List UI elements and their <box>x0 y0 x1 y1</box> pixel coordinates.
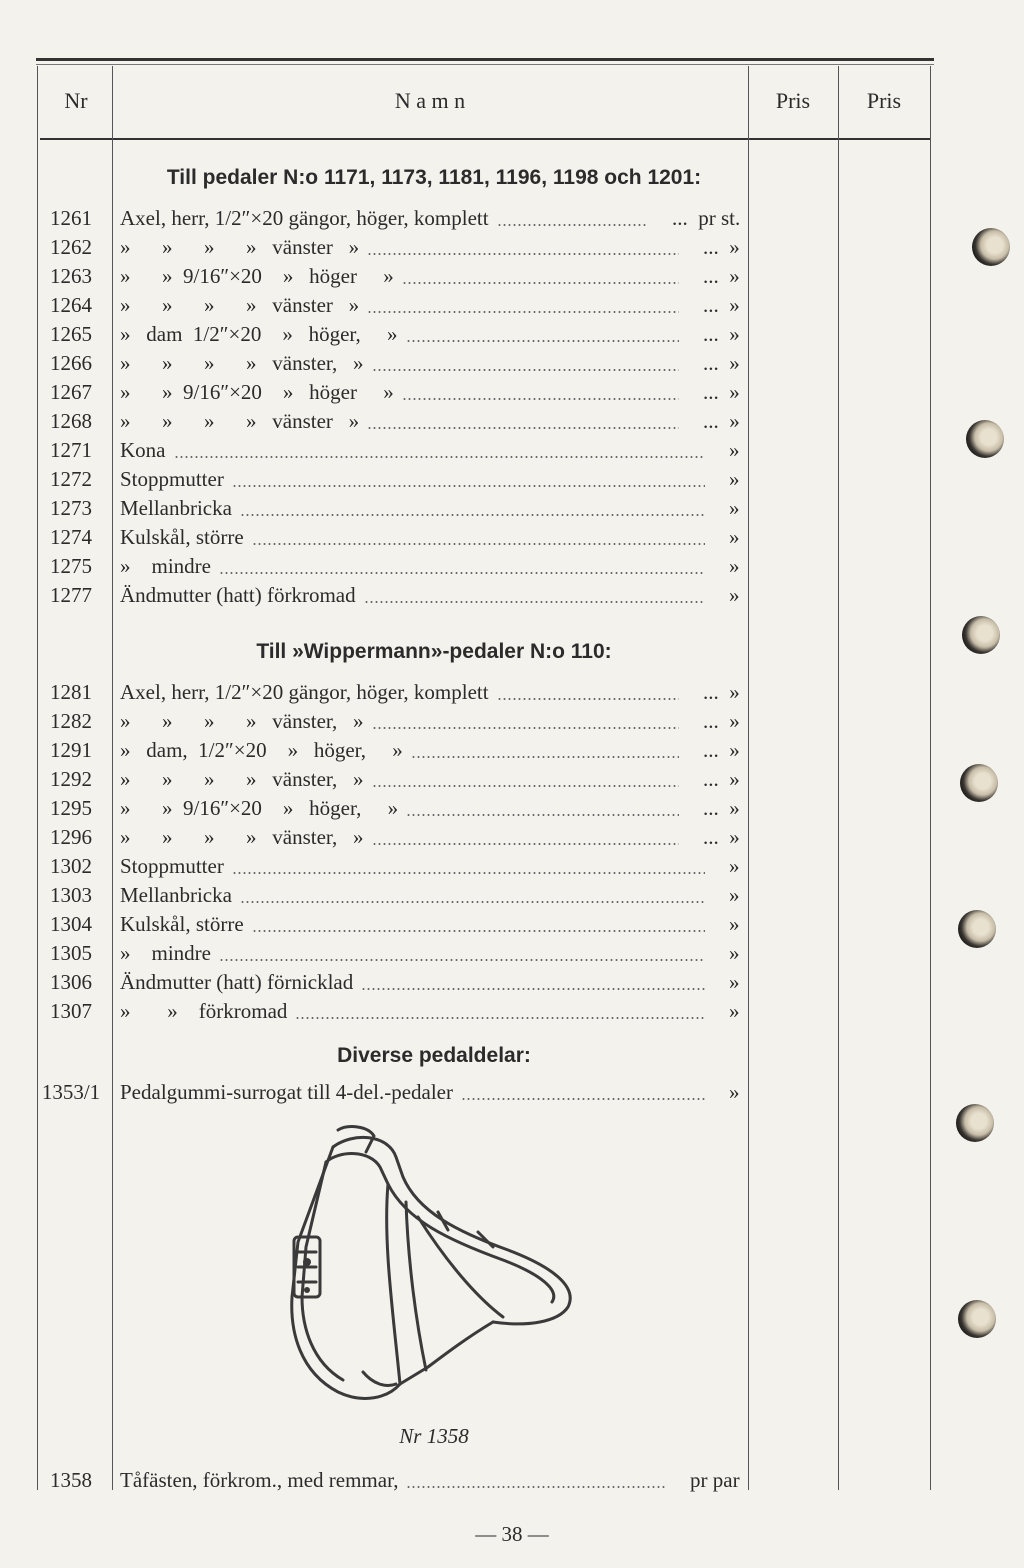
ellipsis: ... <box>703 825 719 849</box>
leader-dots <box>232 872 705 874</box>
item-name: Ändmutter (hatt) förkromad <box>120 583 356 607</box>
unit: » <box>729 380 740 404</box>
item-name: » mindre <box>120 941 211 965</box>
figure-caption: Nr 1358 <box>399 1424 469 1448</box>
table-row <box>0 407 760 436</box>
table-row <box>0 204 760 233</box>
unit: » <box>729 883 740 907</box>
header-pris-1: Pris <box>775 88 811 113</box>
row-unit <box>672 204 740 233</box>
item-number: 1261 <box>50 206 92 230</box>
leader-dots <box>367 253 679 255</box>
unit: » <box>729 438 740 462</box>
leader-dots <box>295 1017 705 1019</box>
leader-dots <box>361 988 705 990</box>
item-number: 1275 <box>50 554 92 578</box>
item-name: » » » » vänster, » <box>120 351 364 375</box>
unit: pr st. <box>698 206 741 230</box>
item-number: 1296 <box>50 825 92 849</box>
table-row <box>0 378 760 407</box>
table-row <box>0 465 760 494</box>
section-title-wippermann: Till »Wippermann»-pedaler N:o 110: <box>256 640 612 663</box>
item-name: Stoppmutter <box>120 467 224 491</box>
unit: » <box>729 1080 740 1104</box>
leader-dots <box>402 282 679 284</box>
item-name: » » » » vänster » <box>120 293 360 317</box>
unit: » <box>729 293 740 317</box>
item-number: 1292 <box>50 767 92 791</box>
unit: » <box>729 941 740 965</box>
item-number: 1268 <box>50 409 92 433</box>
ellipsis: ... <box>703 322 719 346</box>
table-row <box>0 320 760 349</box>
item-number: 1262 <box>50 235 92 259</box>
table-row <box>0 1466 760 1495</box>
leader-dots <box>406 1486 666 1488</box>
item-number: 1303 <box>50 883 92 907</box>
leader-dots <box>497 698 679 700</box>
table-row <box>0 765 760 794</box>
ellipsis: ... <box>703 409 719 433</box>
punch-hole-3 <box>962 616 1000 654</box>
row-unit <box>729 523 740 552</box>
row-unit <box>729 910 740 939</box>
item-name: » » » » vänster, » <box>120 767 364 791</box>
table-row <box>0 997 760 1026</box>
row-unit <box>703 233 740 262</box>
item-name: Kulskål, större <box>120 912 244 936</box>
table-row <box>0 494 760 523</box>
leader-dots <box>240 514 705 516</box>
section-title-diverse: Diverse pedaldelar: <box>337 1044 531 1067</box>
punch-hole-5 <box>958 910 996 948</box>
item-number: 1353/1 <box>41 1080 101 1104</box>
row-unit <box>703 707 740 736</box>
leader-dots <box>367 427 679 429</box>
page-number: — 38 — <box>475 1522 549 1546</box>
punch-hole-6 <box>956 1104 994 1142</box>
row-unit <box>690 1466 740 1495</box>
leader-dots <box>372 369 679 371</box>
header-pris-2: Pris <box>866 88 902 113</box>
table-row <box>0 349 760 378</box>
row-unit <box>729 881 740 910</box>
item-name: » » » » vänster, » <box>120 825 364 849</box>
section-title-pedaler: Till pedaler N:o 1171, 1173, 1181, 1196, 1198 och 1201: <box>166 166 702 189</box>
item-number: 1265 <box>50 322 92 346</box>
item-name: » dam 1/2″×20 » höger, » <box>120 322 398 346</box>
header-namn: N a m n <box>394 88 466 113</box>
toe-clip-illustration <box>278 1122 598 1422</box>
item-name: Stoppmutter <box>120 854 224 878</box>
row-unit <box>703 823 740 852</box>
unit: » <box>729 235 740 259</box>
row-unit <box>703 349 740 378</box>
unit: » <box>729 583 740 607</box>
item-name: » » » » vänster » <box>120 409 360 433</box>
unit: » <box>729 351 740 375</box>
item-name: Axel, herr, 1/2″×20 gängor, höger, komplett <box>120 680 489 704</box>
leader-dots <box>497 224 648 226</box>
item-name: » » » » vänster » <box>120 235 360 259</box>
row-unit <box>729 436 740 465</box>
row-unit <box>703 678 740 707</box>
top-rule-thin <box>36 64 934 65</box>
item-number: 1358 <box>50 1468 92 1492</box>
item-name: Kona <box>120 438 166 462</box>
item-number: 1271 <box>50 438 92 462</box>
leader-dots <box>252 543 705 545</box>
row-unit <box>729 1078 740 1107</box>
leader-dots <box>232 485 705 487</box>
punch-hole-7 <box>958 1300 996 1338</box>
item-number: 1274 <box>50 525 92 549</box>
item-number: 1273 <box>50 496 92 520</box>
table-row <box>0 968 760 997</box>
table-row <box>0 736 760 765</box>
unit: » <box>729 496 740 520</box>
table-row <box>0 436 760 465</box>
unit: » <box>729 554 740 578</box>
ellipsis: ... <box>703 738 719 762</box>
row-unit <box>729 968 740 997</box>
unit: » <box>729 912 740 936</box>
pris-column-divider-2 <box>838 66 839 1490</box>
leader-dots <box>406 814 679 816</box>
item-name: Axel, herr, 1/2″×20 gängor, höger, komplett <box>120 206 489 230</box>
row-unit <box>703 320 740 349</box>
unit: » <box>729 467 740 491</box>
item-number: 1282 <box>50 709 92 733</box>
item-name: Kulskål, större <box>120 525 244 549</box>
item-number: 1277 <box>50 583 92 607</box>
item-number: 1306 <box>50 970 92 994</box>
ellipsis: ... <box>703 351 719 375</box>
unit: » <box>729 796 740 820</box>
row-unit <box>703 765 740 794</box>
unit: » <box>729 738 740 762</box>
leader-dots <box>174 456 705 458</box>
table-row <box>0 552 760 581</box>
leader-dots <box>406 340 679 342</box>
right-border <box>930 66 931 1490</box>
item-number: 1295 <box>50 796 92 820</box>
unit: » <box>729 709 740 733</box>
item-number: 1291 <box>50 738 92 762</box>
item-number: 1267 <box>50 380 92 404</box>
leader-dots <box>364 601 705 603</box>
table-row <box>0 881 760 910</box>
table-row <box>0 823 760 852</box>
item-name: Mellanbricka <box>120 496 232 520</box>
row-unit <box>703 407 740 436</box>
row-unit <box>729 465 740 494</box>
row-unit <box>729 852 740 881</box>
leader-dots <box>367 311 679 313</box>
row-unit <box>729 939 740 968</box>
unit: » <box>729 854 740 878</box>
leader-dots <box>411 756 679 758</box>
row-unit <box>729 997 740 1026</box>
item-number: 1263 <box>50 264 92 288</box>
row-unit <box>703 378 740 407</box>
punch-hole-1 <box>972 228 1010 266</box>
row-unit <box>703 736 740 765</box>
leader-dots <box>372 785 679 787</box>
item-name: » » 9/16″×20 » höger » <box>120 264 394 288</box>
top-rule <box>36 58 934 61</box>
item-number: 1305 <box>50 941 92 965</box>
leader-dots <box>372 727 679 729</box>
punch-hole-4 <box>960 764 998 802</box>
unit: » <box>729 680 740 704</box>
table-row <box>0 794 760 823</box>
item-name: Ändmutter (hatt) förnicklad <box>120 970 354 994</box>
ellipsis: ... <box>703 264 719 288</box>
row-unit <box>729 581 740 610</box>
row-unit <box>729 552 740 581</box>
leader-dots <box>402 398 679 400</box>
ellipsis: ... <box>703 709 719 733</box>
table-row <box>0 291 760 320</box>
item-name: » » förkromad <box>120 999 288 1023</box>
item-name: » mindre <box>120 554 211 578</box>
table-row <box>0 678 760 707</box>
table-row <box>0 852 760 881</box>
leader-dots <box>461 1098 705 1100</box>
punch-hole-2 <box>966 420 1004 458</box>
row-unit <box>729 494 740 523</box>
item-number: 1264 <box>50 293 92 317</box>
ellipsis: ... <box>703 380 719 404</box>
item-number: 1304 <box>50 912 92 936</box>
unit: pr par <box>690 1468 740 1492</box>
leader-dots <box>219 959 705 961</box>
item-name: Pedalgummi-surrogat till 4-del.-pedaler <box>120 1080 453 1104</box>
row-unit <box>703 262 740 291</box>
item-name: » » 9/16″×20 » höger, » <box>120 796 399 820</box>
unit: » <box>729 767 740 791</box>
item-number: 1266 <box>50 351 92 375</box>
table-row <box>0 707 760 736</box>
header-rule <box>40 138 930 140</box>
unit: » <box>729 970 740 994</box>
unit: » <box>729 525 740 549</box>
item-number: 1281 <box>50 680 92 704</box>
ellipsis: ... <box>703 680 719 704</box>
unit: » <box>729 825 740 849</box>
table-row <box>0 939 760 968</box>
item-number: 1302 <box>50 854 92 878</box>
ellipsis: ... <box>703 235 719 259</box>
ellipsis: ... <box>672 206 688 230</box>
table-row <box>0 523 760 552</box>
table-row <box>0 581 760 610</box>
leader-dots <box>252 930 705 932</box>
leader-dots <box>372 843 679 845</box>
leader-dots <box>240 901 705 903</box>
unit: » <box>729 409 740 433</box>
item-number: 1272 <box>50 467 92 491</box>
unit: » <box>729 999 740 1023</box>
unit: » <box>729 264 740 288</box>
ellipsis: ... <box>703 796 719 820</box>
table-row <box>0 910 760 939</box>
table-row <box>0 1078 760 1107</box>
table-row <box>0 262 760 291</box>
unit: » <box>729 322 740 346</box>
item-name: Tåfästen, förkrom., med remmar, <box>120 1468 399 1492</box>
item-name: Mellanbricka <box>120 883 232 907</box>
item-number: 1307 <box>50 999 92 1023</box>
item-name: » » 9/16″×20 » höger » <box>120 380 394 404</box>
ellipsis: ... <box>703 767 719 791</box>
header-nr: Nr <box>64 88 88 113</box>
row-unit <box>703 794 740 823</box>
leader-dots <box>219 572 705 574</box>
table-row <box>0 233 760 262</box>
item-name: » dam, 1/2″×20 » höger, » <box>120 738 403 762</box>
item-name: » » » » vänster, » <box>120 709 364 733</box>
row-unit <box>703 291 740 320</box>
ellipsis: ... <box>703 293 719 317</box>
